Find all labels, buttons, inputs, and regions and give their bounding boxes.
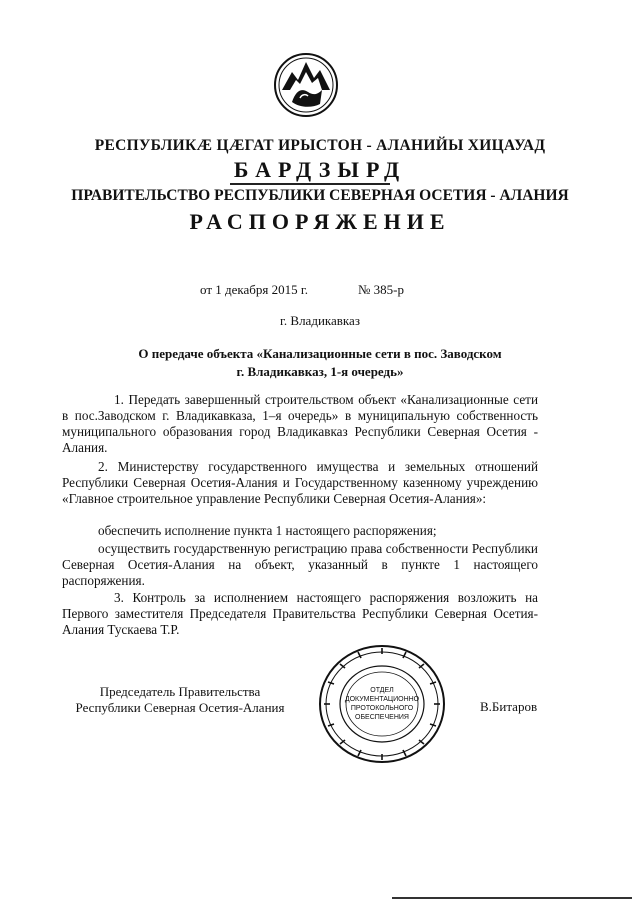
paragraph-2-item-1: обеспечить исполнение пункта 1 настоящего распоряжения; — [98, 523, 437, 538]
signatory-position — [65, 684, 295, 716]
header-divider — [230, 183, 390, 185]
coat-of-arms-emblem — [272, 50, 340, 120]
document-type-title: РАСПОРЯЖЕНИЕ — [189, 209, 451, 234]
signatory-position-line-2: Республики Северная Осетия-Алания — [75, 700, 285, 715]
stamp-line-2: ДОКУМЕНТАЦИОННО — [344, 696, 420, 703]
subject-line-1: О передаче объекта «Канализационные сети в пос. Заводском — [138, 346, 502, 361]
footer-line — [392, 897, 632, 899]
stamp-line-3: ПРОТОКОЛЬНОГО — [350, 705, 414, 712]
signatory-position-line-1: Председатель Правительства — [99, 684, 261, 699]
header-government: ПРАВИТЕЛЬСТВО РЕСПУБЛИКИ СЕВЕРНАЯ ОСЕТИЯ - АЛАНИЯ — [71, 187, 569, 204]
stamp-line-4: ОБЕСПЕЧЕНИЯ — [355, 714, 409, 721]
header-bardzyrd: БАРДЗЫРД — [233, 157, 407, 182]
paragraph-2-item-2: осуществить государственную регистрацию права собственности Республики Северная Осетия-Алания на объект, указанный в пункте 1 настоящего распоряжения. — [62, 541, 538, 588]
paragraph-1: 1. Передать завершенный строительством объект «Канализационные сети в пос.Заводском г. Владикавказа, 1–я очередь» в муниципальную собственность муниципального образования город Владикавказ Республики Северная Осетия - Алания. — [62, 392, 538, 455]
document-city: г. Владикавказ — [280, 313, 360, 328]
paragraph-2: 2. Министерству государственного имущества и земельных отношений Республики Северная Осетия-Алания и Государственному казенному учреждению «Главное строительное управление Республики Северная Осетия-Алания»: — [62, 459, 538, 506]
paragraph-3: 3. Контроль за исполнением настоящего распоряжения возложить на Первого заместителя Председателя Правительства Республики Северная Осетия-Алания Тускаева Т.Р. — [62, 590, 538, 637]
document-subject — [0, 345, 640, 381]
header-republic-ossetian: РЕСПУБЛИКӔ ЦӔГАТ ИРЫСТОН - АЛАНИЙЫ ХИЦАУАД — [94, 137, 546, 154]
stamp-line-1: ОТДЕЛ — [370, 687, 394, 694]
stamp-center-text — [316, 686, 448, 722]
official-stamp — [316, 642, 448, 766]
subject-line-2: г. Владикавказ, 1-я очередь» — [236, 364, 404, 379]
signatory-name: В.Битаров — [480, 699, 538, 714]
document-number: № 385-р — [358, 282, 404, 297]
document-date: от 1 декабря 2015 г. — [200, 282, 308, 297]
